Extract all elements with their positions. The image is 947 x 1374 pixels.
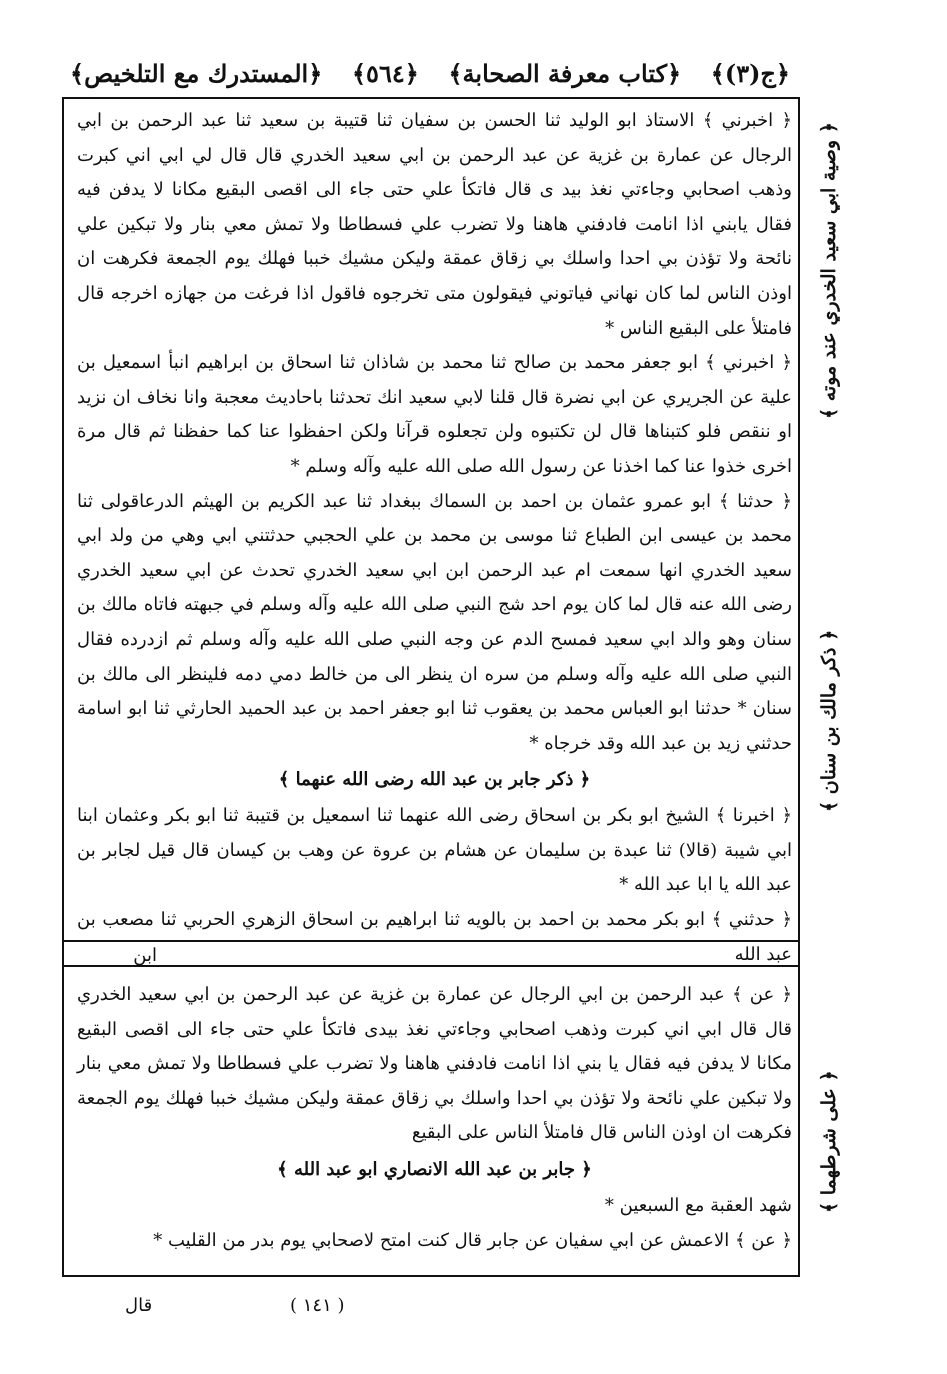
upper-text: [77, 104, 792, 972]
paragraph-2: ﴿ اخبرني ﴾ ابو جعفر محمد بن صالح ثنا محمد بن شاذان ثنا اسحاق بن ابراهيم انبأ اسمعيل بن علية عن الجريري عن ابي نضرة قال قلنا لابي سعيد انك تحدثنا باحاديث معجبة وانا نخاف ان نزيد او ننقص فلو كتبناها قال لن تكتبوه ولن تجعلوه قرآنا ولكن احفظوا عنا كما حفظنا ثم قال مرة اخرى خذوا عنا كما اخذنا عن رسول الله صلى الله عليه وآله وسلم *: [77, 352, 792, 477]
summary-paragraph-1: ﴿ عن ﴾ عبد الرحمن بن ابي الرجال عن عمارة بن غزية عن عبد الرحمن بن ابي سعيد الخدري قال قال ابي اني كبرت وذهب اصحابي وجاءتي نغذ بيدى فاتكأ علي حتى جاء الى اقصى البقيع مكانا لا يدفن فيه فقال يا بني اذا انامت فادفني هاهنا ولا تضرب علي فسطاطا ولا تمش معي بنار ولا تبكين علي نائحة ولا تؤذن بي احدا واسلك بي زقاق عمقة وليكن مشيك خببا فهلك يوم الجمعة فكرهت ان اوذن الناس قال فامتلأ الناس على البقيع: [77, 984, 792, 1144]
lower-text: [77, 978, 792, 1258]
paragraph-3: ﴿ حدثنا ﴾ ابو عمرو عثمان بن احمد بن السماك ببغداد ثنا عبد الكريم بن الهيثم الدرعاقولى ثنا محمد بن عيسى ابن الطباع ثنا موسى بن محمد بن علي الحجبي حدثتني ابي وهي من ولد ابي سعيد الخدري انها سمعت ام عبد الرحمن ابن ابي سعيد الخدري تحدث عن ابي سعيد الخدري رضى الله عنه قال لما كان يوم احد شج النبي صلى الله عليه وآله وسلم في جبهته فاتاه مالك بن سنان وهو والد ابي سعيد فمسح الدم عن وجه النبي صلى الله عليه وآله وسلم ثم ازدرده فقال النبي صلى الله عليه وآله وسلم من سره ان ينظر الى من خالط دمي دمه فلينظر الى مالك بن سنان * حدثنا ابو العباس محمد بن يعقوب ثنا ابو جعفر احمد بن عبد الحميد الحارثي ثنا ابو اسامة حدثني زيد بن عبد الله وقد خرجاه *: [77, 490, 792, 754]
volume-label: ﴿ج(٣)﴾: [710, 58, 790, 88]
continuation-word: ابن: [133, 945, 157, 966]
footer-catchword: قال: [125, 1295, 153, 1316]
summary-paragraph-3: ﴿ عن ﴾ الاعمش عن ابي سفيان عن جابر قال كنت امتح لاصحابي يوم بدر من القليب *: [153, 1229, 792, 1251]
margin-note-2: ﴿ ذكر مالك بن سنان ﴾: [818, 630, 840, 813]
paragraph-4: ﴿ اخبرنا ﴾ الشيخ ابو بكر بن اسحاق رضى الله عنهما ثنا اسمعيل بن قتيبة ثنا ابو بكر وعثمان ابنا ابي شيبة (قالا) ثنا عبدة بن سليمان عن هشام بن عروة عن وهب بن كيسان قال قيل لجابر بن عبد الله يا ابا عبد الله *: [77, 805, 792, 896]
margin-note-3: ﴿ على شرطهما ﴾: [818, 1070, 840, 1213]
footer-page-number: ( ١٤١ ): [290, 1295, 345, 1316]
paragraph-1: ﴿ اخبرني ﴾ الاستاذ ابو الوليد ثنا الحسن بن سفيان ثنا قتيبة بن سعيد ثنا عبد الرحمن بن ابي الرجال عن عمارة بن غزية عن عبد الرحمن بن ابي سعيد الخدري قال قال لي ابي اني كبرت وذهب اصحابي وجاءتي نغذ بيد ى قال فاتكأ علي حتى جاء الى اقصى البقيع مكانا لا يدفن فيه فقال يابني اذا انامت فادفني هاهنا ولا تضرب علي فسطاطا ولا تمش معي بنار ولا تبكين علي نائحة ولا تؤذن بي احدا واسلك بي زقاق عمقة وليكن مشيك خببا فهلك يوم الجمعة فكرهت ان اوذن الناس لما كان نهاني فياتوني فيقولون متى تخرجوه فاقول اذا فرغت من جهازه اخرجه قال فامتلأ على البقيع الناس *: [77, 110, 792, 339]
paragraph-5: ﴿ حدثني ﴾ ابو بكر محمد بن احمد بن بالويه ثنا ابراهيم بن اسحاق الزهري الحربي ثنا مصعب بن عبد الله: [77, 909, 792, 965]
summary-paragraph-2: شهد العقبة مع السبعين *: [604, 1194, 792, 1216]
margin-note-1: ﴿ وصية ابي سعيد الخدري عند موته ﴾: [818, 122, 840, 419]
running-header: [70, 52, 790, 94]
section-title: ﴿كتاب معرفة الصحابة﴾: [448, 58, 682, 88]
section-heading: ﴿ ذكر جابر بن عبد الله رضى الله عنهما ﴾: [278, 769, 591, 791]
page-footer: [0, 1295, 947, 1325]
book-title: ﴿المستدرك مع التلخيص﴾: [70, 58, 323, 88]
page-number-arabic: ﴿٥٦٤﴾: [351, 58, 419, 88]
summary-heading: ﴿ جابر بن عبد الله الانصاري ابو عبد الله ﴾: [277, 1158, 592, 1180]
